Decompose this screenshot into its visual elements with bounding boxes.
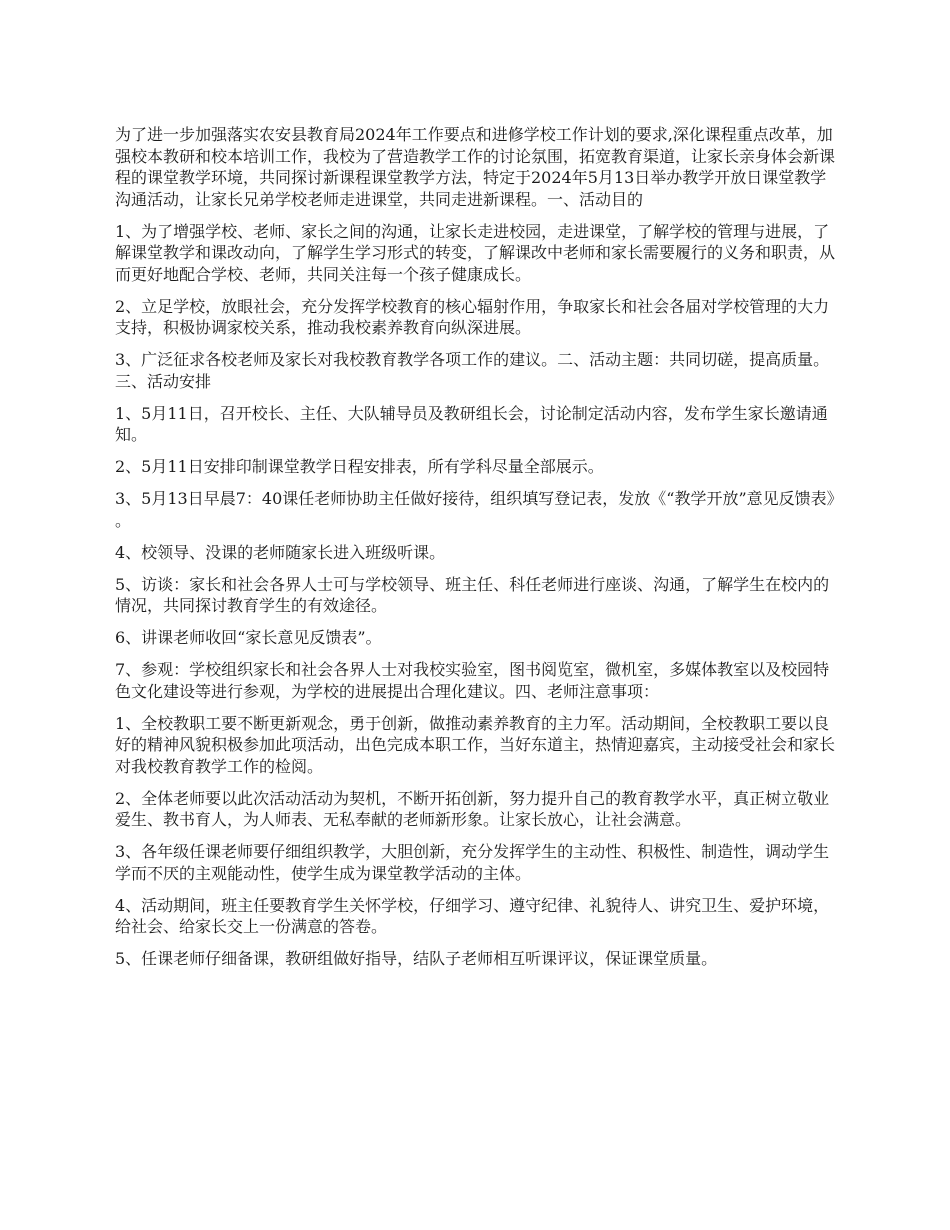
paragraph-notes-1: 1、全校教职工要不断更新观念，勇于创新，做推动素养教育的主力军。活动期间，全校教职工要以良好的精神风貌积极参加此项活动，出色完成本职工作，当好东道主，热情迎嘉宾，主动接受社会和家长对我校教育教学工作的检阅。 — [115, 713, 836, 776]
paragraph-schedule-6: 6、讲课老师收回“家长意见反馈表”。 — [115, 628, 382, 647]
paragraph-schedule-3: 3、5月13日早晨7：40课任老师协助主任做好接待，组织填写登记表，发放《“教学开放”意见反馈表》。 — [115, 489, 835, 530]
paragraph-notes-3: 3、各年级任课老师要仔细组织教学，大胆创新，充分发挥学生的主动性、积极性、制造性，调动学生学而不厌的主观能动性，使学生成为课堂教学活动的主体。 — [115, 842, 830, 883]
paragraph-notes-4: 4、活动期间，班主任要教育学生关怀学校，仔细学习、遵守纪律、礼貌待人、讲究卫生、爱护环境，给社会、给家长交上一份满意的答卷。 — [115, 895, 830, 936]
paragraph-schedule-2: 2、5月11日安排印制课堂教学日程安排表，所有学科尽量全部展示。 — [115, 457, 604, 476]
paragraph-schedule-5: 5、访谈：家长和社会各界人士可与学校领导、班主任、科任老师进行座谈、沟通，了解学生在校内的情况，共同探讨教育学生的有效途径。 — [115, 574, 830, 615]
document-body — [115, 124, 840, 980]
paragraph-intro: 为了进一步加强落实农安县教育局2024年工作要点和进修学校工作计划的要求,深化课程重点改革，加强校本教研和校本培训工作，我校为了营造教学工作的讨论氛围，拓宽教育渠道，让家长亲身体会新课程的课堂教学环境，共同探讨新课程课堂教学方法，特定于2024年5月13日举办教学开放日课堂教学沟通活动，让家长兄弟学校老师走进课堂，共同走进新课程。一、活动目的 — [115, 125, 836, 209]
paragraph-purpose-3: 3、广泛征求各校老师及家长对我校教育教学各项工作的建议。二、活动主题：共同切磋，提高质量。三、活动安排 — [115, 350, 830, 391]
paragraph-notes-2: 2、全体老师要以此次活动活动为契机，不断开拓创新，努力提升自己的教育教学水平，真正树立敬业爱生、教书育人，为人师表、无私奉献的老师新形象。让家长放心，让社会满意。 — [115, 788, 830, 829]
paragraph-notes-5: 5、任课老师仔细备课，教研组做好指导，结队子老师相互听课评议，保证课堂质量。 — [115, 949, 718, 968]
paragraph-schedule-1: 1、5月11日，召开校长、主任、大队辅导员及教研组长会，讨论制定活动内容，发布学生家长邀请通知。 — [115, 403, 828, 444]
paragraph-purpose-1: 1、为了增强学校、老师、家长之间的沟通，让家长走进校园，走进课堂，了解学校的管理与进展，了解课堂教学和课改动向，了解学生学习形式的转变，了解课改中老师和家长需要履行的义务和职责，从而更好地配合学校、老师，共同关注每一个孩子健康成长。 — [115, 221, 836, 284]
paragraph-schedule-4: 4、校领导、没课的老师随家长进入班级听课。 — [115, 542, 446, 562]
paragraph-schedule-7: 7、参观：学校组织家长和社会各界人士对我校实验室，图书阅览室，微机室，多媒体教室以及校园特色文化建设等进行参观，为学校的进展提出合理化建议。四、老师注意事项： — [115, 660, 830, 701]
paragraph-purpose-2: 2、立足学校，放眼社会，充分发挥学校教育的核心辐射作用，争取家长和社会各届对学校管理的大力支持，积极协调家校关系，推动我校素养教育向纵深进展。 — [115, 296, 830, 337]
